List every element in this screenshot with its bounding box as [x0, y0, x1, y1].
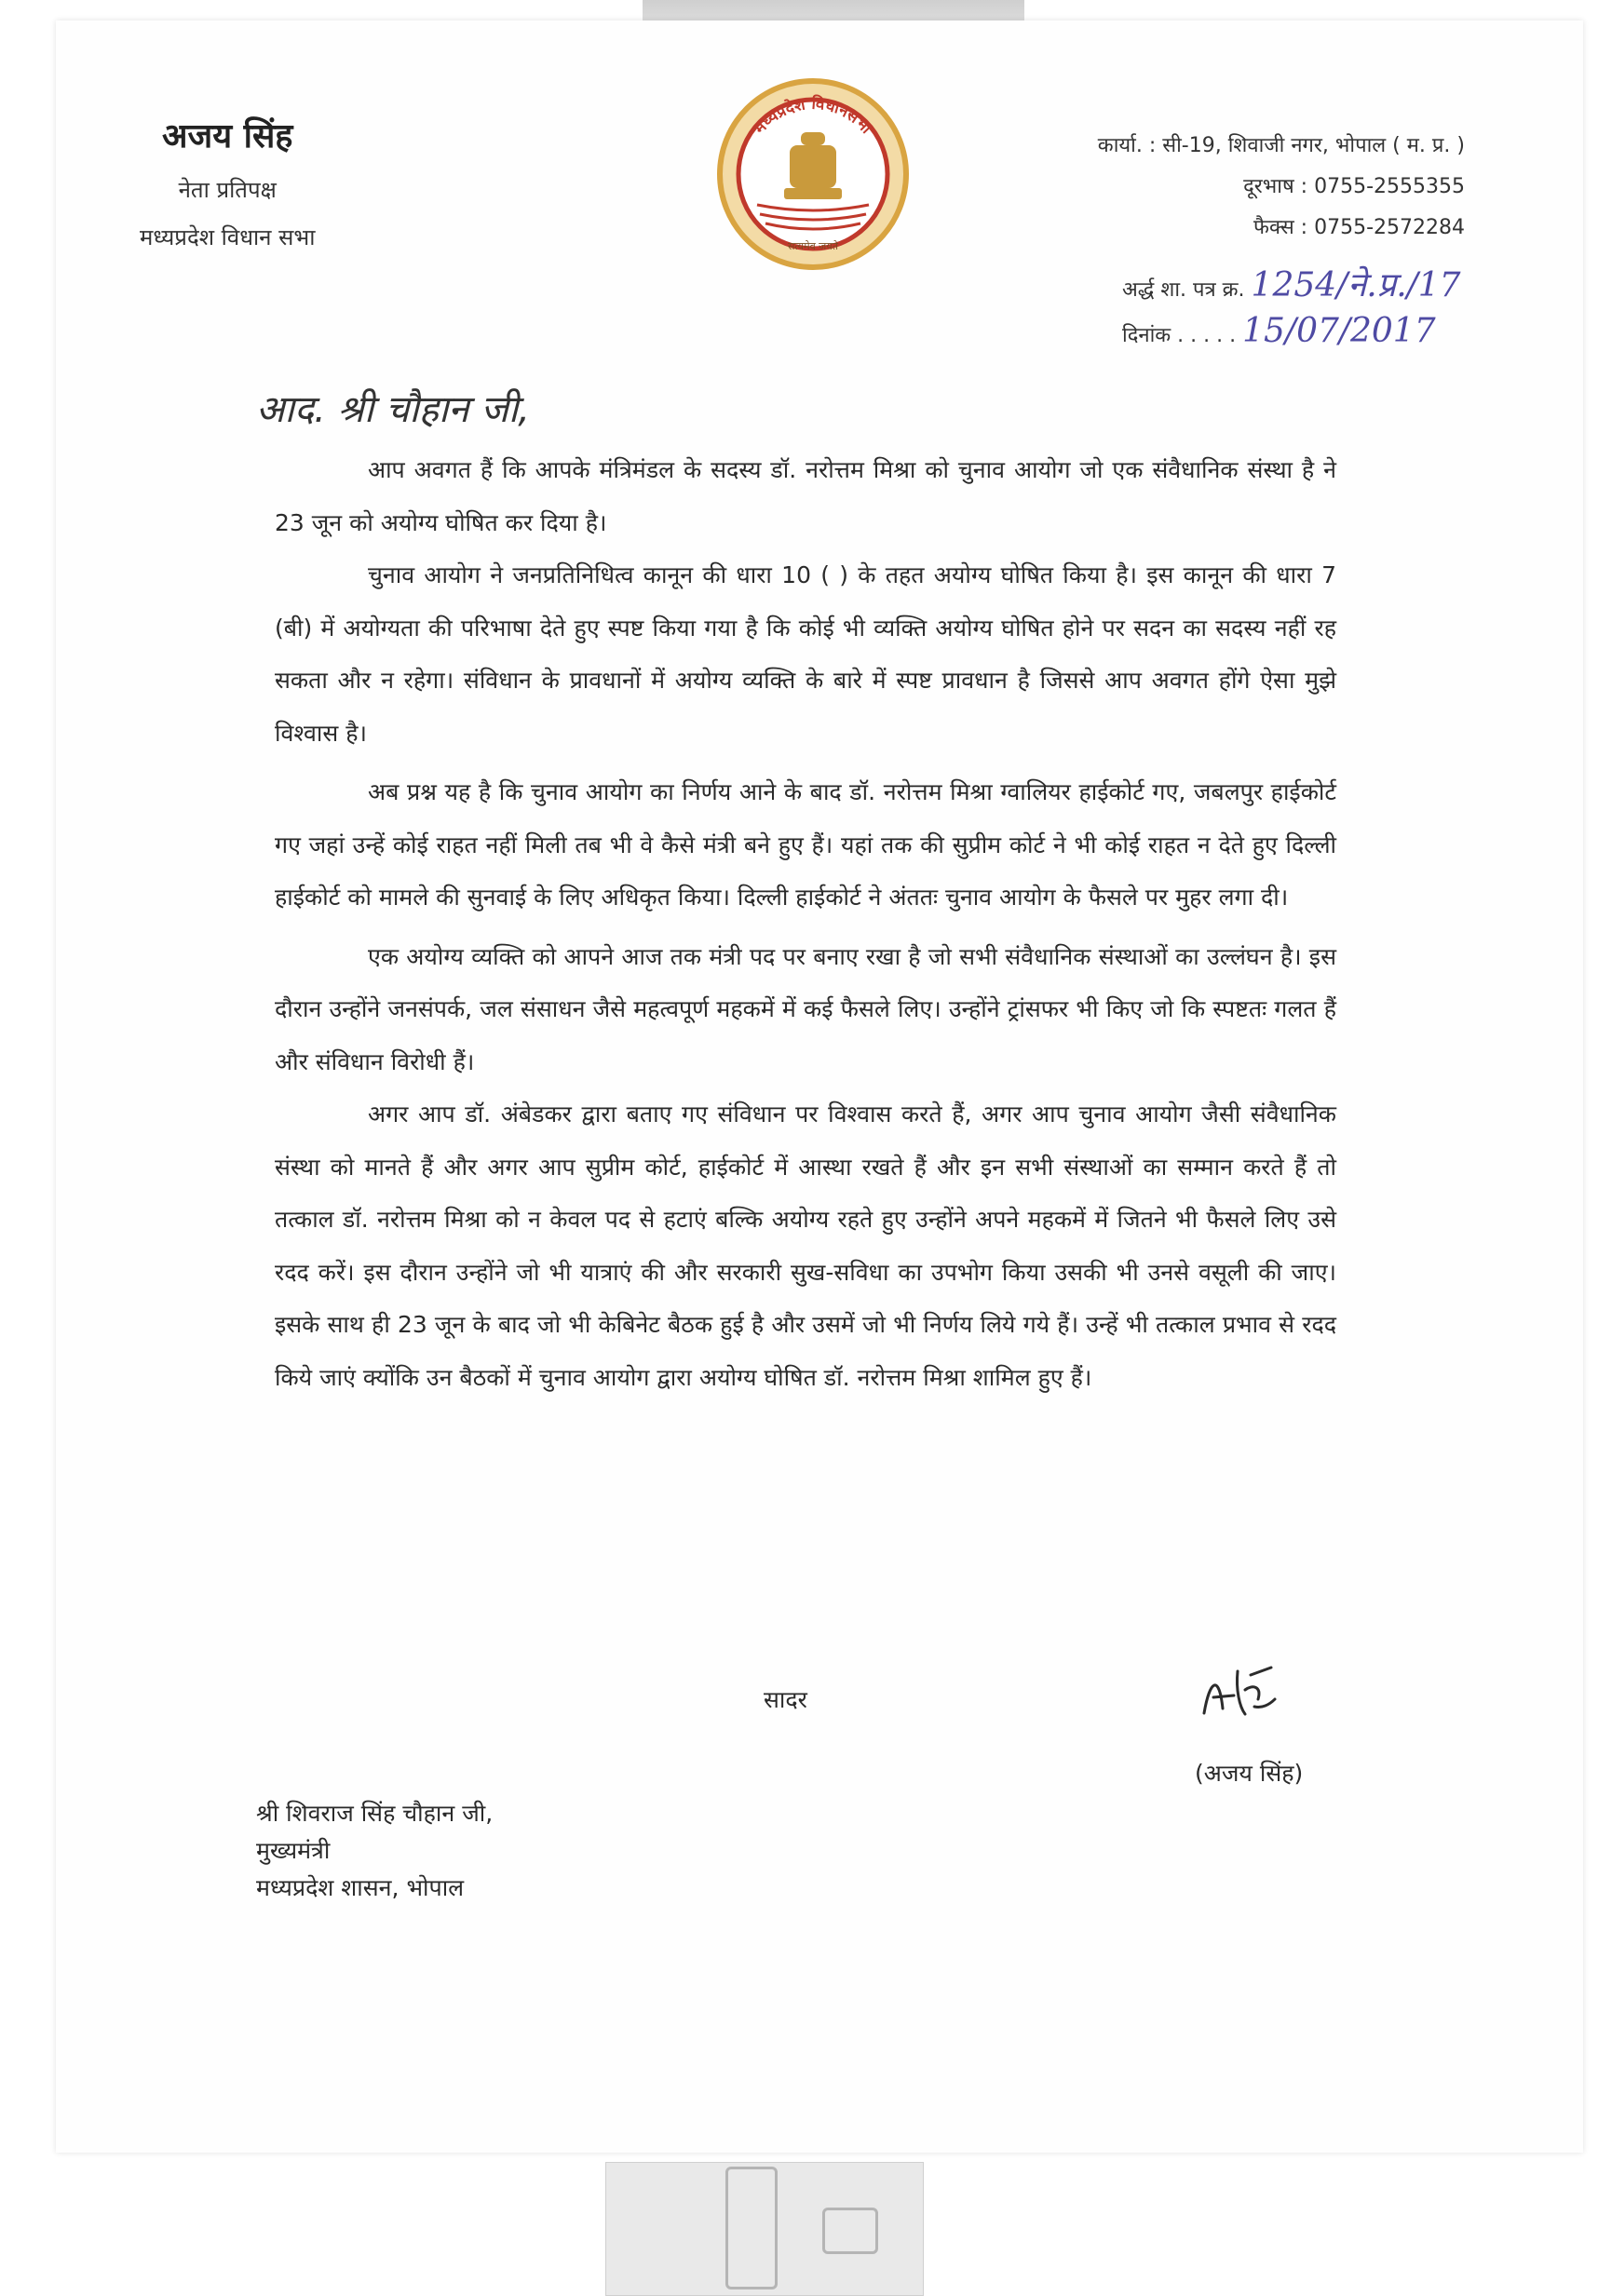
scanner-ghost-mark — [725, 2167, 778, 2289]
scanner-edge-bottom — [605, 2162, 924, 2296]
sender-title: नेता प्रतिपक्ष — [178, 177, 277, 203]
reference-label: अर्द्ध शा. पत्र क्र. — [1122, 278, 1245, 302]
signature-icon — [1197, 1662, 1280, 1727]
fax-number: फैक्स : 0755-2572284 — [1253, 216, 1465, 239]
letter-body — [275, 444, 1336, 1404]
sender-name: अजय सिंह — [162, 117, 293, 155]
recipient-block — [256, 1795, 493, 1907]
salutation: आद. श्री चौहान जी, — [256, 388, 530, 431]
paragraph-1: आप अवगत हैं कि आपके मंत्रिमंडल के सदस्य डॉ. नरोत्तम मिश्रा को चुनाव आयोग जो एक संवैधानिक संस्था है ने 23 जून को अयोग्य घोषित कर दिया है। — [275, 456, 1336, 536]
date-label: दिनांक . . . . . — [1122, 324, 1237, 347]
paragraph-4: एक अयोग्य व्यक्ति को आपने आज तक मंत्री पद पर बनाए रखा है जो सभी संवैधानिक संस्थाओं का उल्लंघन है। इस दौरान उन्होंने जनसंपर्क, जल संसाधन जैसे महत्वपूर्ण महकमें में कई फैसले लिए। उन्होंने ट्रांसफर भी किए जो कि स्पष्टतः गलत हैं और संविधान विरोधी हैं। — [275, 942, 1336, 1075]
signature-name: (अजय सिंह) — [1195, 1760, 1304, 1787]
office-address: कार्या. : सी-19, शिवाजी नगर, भोपाल ( म. प्र. ) — [1097, 134, 1465, 157]
sender-block — [140, 112, 315, 252]
seal-text: मध्यप्रदेश विधानसभा — [750, 94, 875, 138]
recipient-designation: मुख्यमंत्री — [256, 1837, 331, 1864]
date-value: 15/07/2017 — [1242, 312, 1436, 350]
assembly-seal-icon — [715, 76, 911, 272]
paragraph-5: अगर आप डॉ. अंबेडकर द्वारा बताए गए संविधान पर विश्वास करते हैं, अगर आप चुनाव आयोग जैसी संवैधानिक संस्था को मानते हैं और अगर आप सुप्रीम कोर्ट, हाईकोर्ट में आस्था रखते हैं और इन सभी संस्थाओं का सम्मान करते हैं तो तत्काल डॉ. नरोत्तम मिश्रा को न केवल पद से हटाएं बल्कि अयोग्य रहते हुए उन्होंने अपने महकमें में जितने भी फैसले लिए उसे रदद करें। इस दौरान उन्होंने जो भी यात्राएं की और सरकारी सुख-सविधा का उपभोग किया उसकी भी उनसे वसूली की जाए। इसके साथ ही 23 जून के बाद जो भी केबिनेट बैठक हुई है और उसमें जो भी निर्णय लिये गये हैं। उन्हें भी तत्काल प्रभाव से रदद किये जाएं क्योंकि उन बैठकों में चुनाव आयोग द्वारा अयोग्य घोषित डॉ. नरोत्तम मिश्रा शामिल हुए हैं। — [275, 1101, 1336, 1391]
recipient-office: मध्यप्रदेश शासन, भोपाल — [256, 1874, 465, 1901]
seal-motto: सत्यमेव जयते — [787, 240, 839, 252]
sender-org: मध्यप्रदेश विधान सभा — [140, 224, 316, 250]
closing: सादर — [764, 1686, 807, 1713]
recipient-name: श्री शिवराज सिंह चौहान जी, — [256, 1800, 494, 1827]
phone-number: दूरभाष : 0755-2555355 — [1243, 175, 1465, 198]
reference-number: 1254/ने.प्र./17 — [1251, 266, 1461, 304]
paragraph-2: चुनाव आयोग ने जनप्रतिनिधित्व कानून की धारा 10 ( ) के तहत अयोग्य घोषित किया है। इस कानून की धारा 7 (बी) में अयोग्यता की परिभाषा देते हुए स्पष्ट किया गया है कि कोई भी व्यक्ति अयोग्य घोषित होने पर सदन का सदस्य नहीं रह सकता और न रहेगा। संविधान के प्रावधानों में अयोग्य व्यक्ति के बारे में स्पष्ट प्रावधान है जिससे आप अवगत होंगे ऐसा मुझे विश्वास है। — [275, 561, 1336, 747]
reference-line — [1122, 261, 1461, 306]
paragraph-3: अब प्रश्न यह है कि चुनाव आयोग का निर्णय आने के बाद डॉ. नरोत्तम मिश्रा ग्वालियर हाईकोर्ट गए, जबलपुर हाईकोर्ट गए जहां उन्हें कोई राहत नहीं मिली तब भी वे कैसे मंत्री बने हुए हैं। यहां तक की सुप्रीम कोर्ट ने भी कोई राहत न देते हुए दिल्ली हाईकोर्ट को मामले की सुनवाई के लिए अधिकृत किया। दिल्ली हाईकोर्ट ने अंततः चुनाव आयोग के फैसले पर मुहर लगा दी। — [275, 778, 1336, 911]
scanner-ghost-mark — [822, 2208, 878, 2254]
date-line — [1122, 312, 1436, 350]
office-block — [1098, 130, 1465, 253]
